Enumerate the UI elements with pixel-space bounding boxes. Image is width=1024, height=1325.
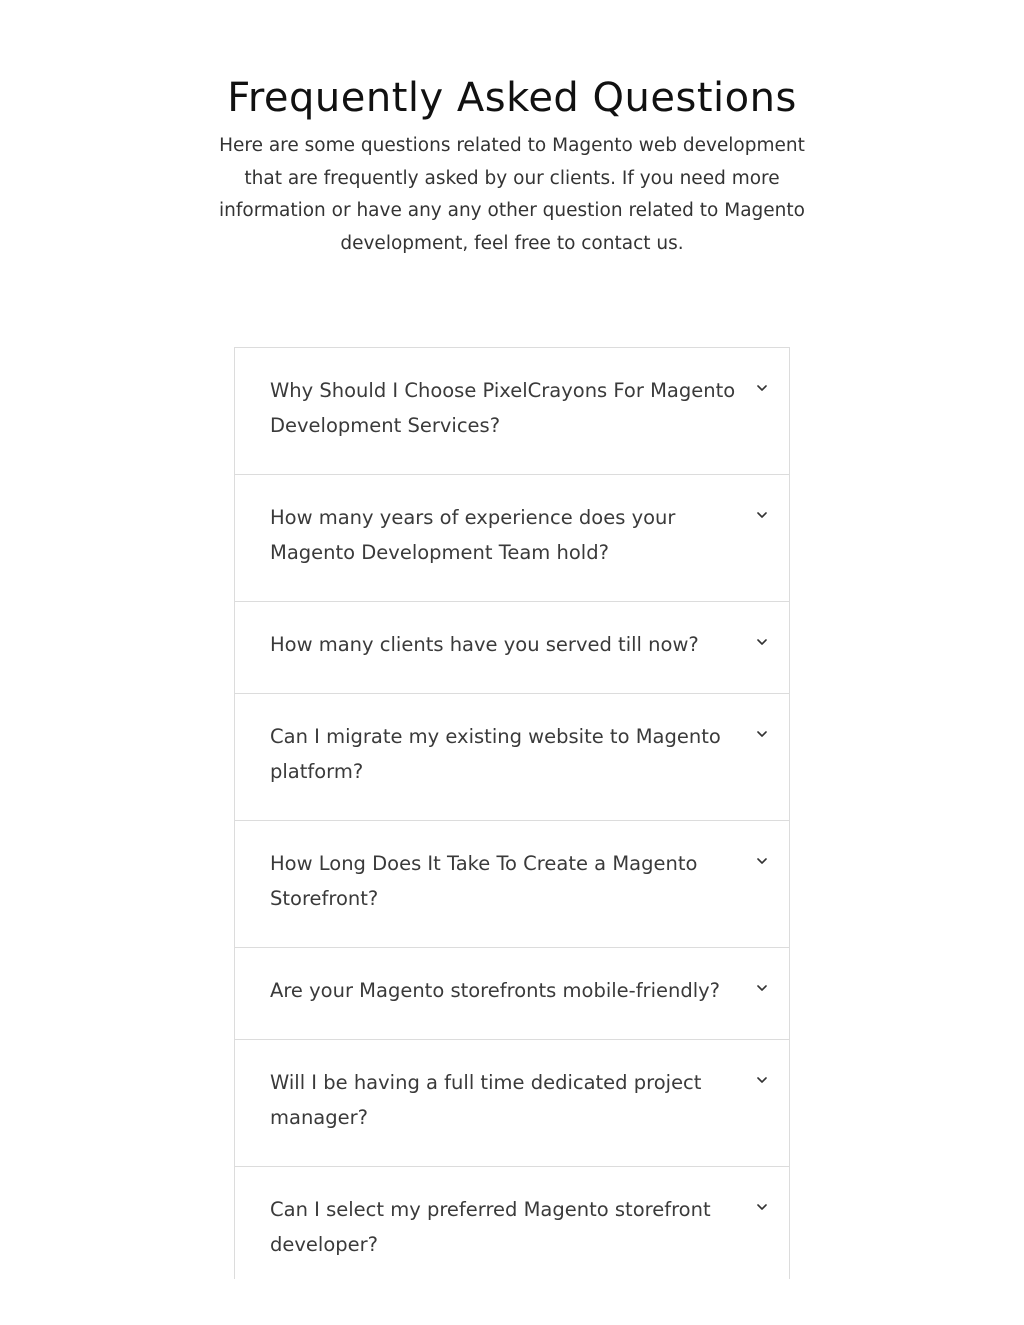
chevron-down-icon[interactable] — [755, 381, 769, 395]
faq-item-years-experience[interactable] — [235, 475, 789, 602]
chevron-down-icon[interactable] — [755, 508, 769, 522]
chevron-down-icon[interactable] — [755, 727, 769, 741]
faq-item-preferred-developer[interactable] — [235, 1167, 789, 1279]
faq-question: Can I select my preferred Magento storefront developer? — [270, 1198, 711, 1256]
chevron-down-icon[interactable] — [755, 1073, 769, 1087]
faq-question: How Long Does It Take To Create a Magento Storefront? — [270, 852, 698, 910]
faq-item-storefront-time[interactable] — [235, 821, 789, 948]
faq-question: Will I be having a full time dedicated project manager? — [270, 1071, 702, 1129]
faq-accordion — [234, 347, 790, 1279]
page-title: Frequently Asked Questions — [227, 75, 797, 121]
faq-item-mobile-friendly[interactable] — [235, 948, 789, 1040]
chevron-down-icon[interactable] — [755, 981, 769, 995]
chevron-down-icon[interactable] — [755, 635, 769, 649]
faq-question: How many clients have you served till now? — [270, 633, 699, 656]
faq-header — [0, 72, 1024, 260]
faq-question: Are your Magento storefronts mobile-friendly? — [270, 979, 721, 1002]
faq-item-migrate-website[interactable] — [235, 694, 789, 821]
faq-question: How many years of experience does your Magento Development Team hold? — [270, 506, 676, 564]
chevron-down-icon[interactable] — [755, 854, 769, 868]
faq-item-choose-pixelcrayons[interactable] — [235, 348, 789, 475]
faq-question: Can I migrate my existing website to Magento platform? — [270, 725, 721, 783]
faq-intro-text: Here are some questions related to Magento web development that are frequently asked by our clients. If you need more information or have any any other question related to Magento development, feel free to contact us. — [219, 135, 805, 254]
faq-item-clients-served[interactable] — [235, 602, 789, 694]
faq-question: Why Should I Choose PixelCrayons For Magento Development Services? — [270, 379, 736, 437]
faq-item-project-manager[interactable] — [235, 1040, 789, 1167]
chevron-down-icon[interactable] — [755, 1200, 769, 1214]
